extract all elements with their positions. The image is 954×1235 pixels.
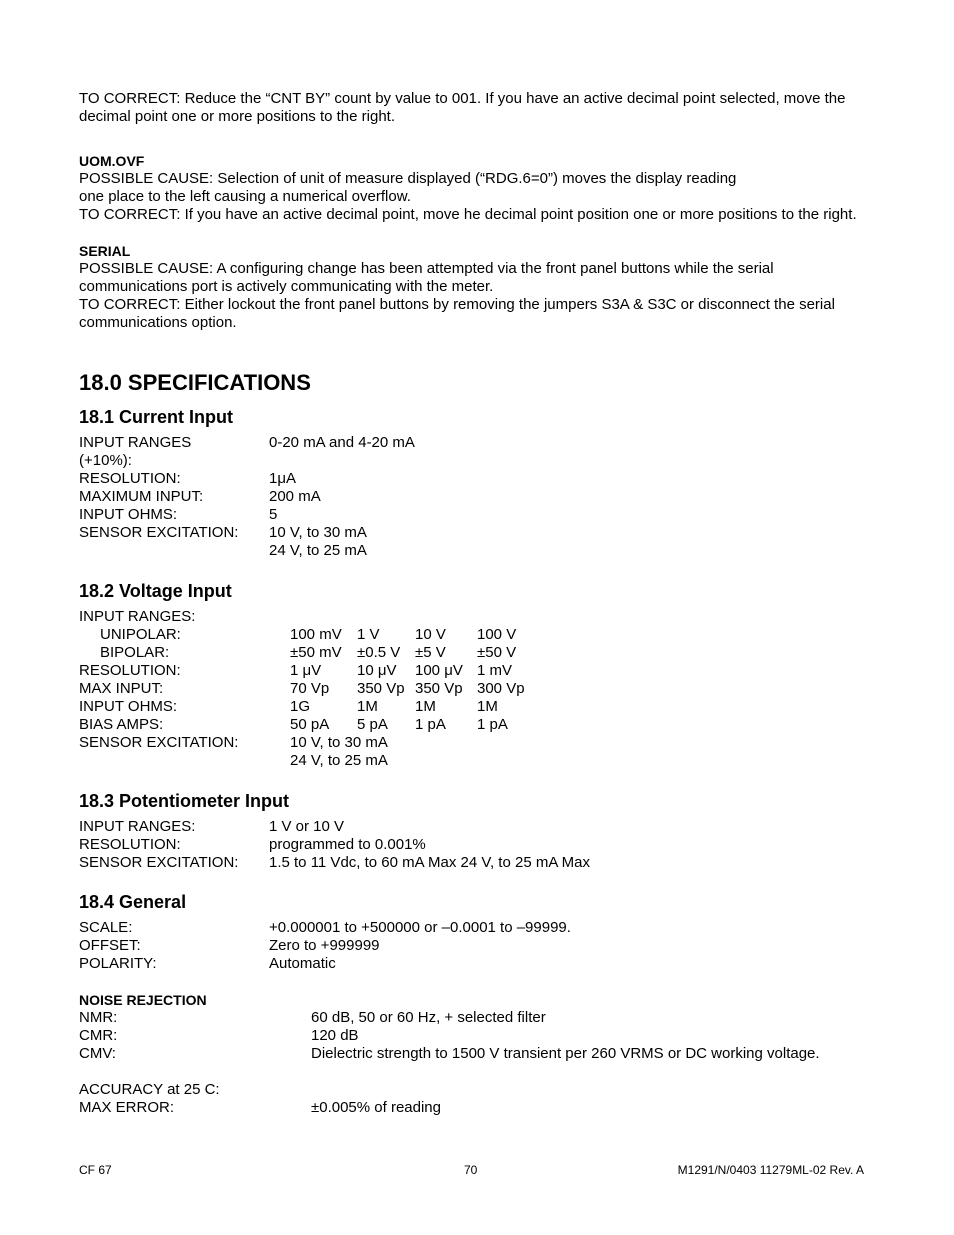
table-row (79, 488, 415, 506)
table-row (79, 1099, 441, 1117)
table-row (79, 524, 415, 542)
spec-key: POLARITY: (79, 955, 157, 972)
spec-key: MAXIMUM INPUT: (79, 488, 204, 505)
table-row (79, 734, 525, 752)
accuracy-table (79, 1099, 441, 1117)
table-row (79, 644, 525, 662)
spec-title: 18.0 SPECIFICATIONS (79, 370, 311, 395)
table-row (79, 626, 525, 644)
table-row (79, 716, 525, 734)
table-row (79, 955, 571, 973)
table-row (79, 662, 525, 680)
spec-cell: 1 mV (477, 662, 513, 679)
page-content (79, 90, 879, 1117)
spec-cell: 300 Vp (477, 680, 525, 697)
spec-cell: 10 μV (357, 662, 397, 679)
accuracy-label: ACCURACY at 25 C: (79, 1081, 220, 1098)
current-heading: 18.1 Current Input (79, 407, 234, 427)
spec-value: programmed to 0.001% (269, 836, 426, 853)
pot-heading: 18.3 Potentiometer Input (79, 791, 290, 811)
spec-key: MAX INPUT: (79, 680, 164, 697)
footer-left: CF 67 (79, 1163, 112, 1177)
uom-correct: TO CORRECT: If you have an active decimal point, move he decimal point position one or more positions to the right. (79, 206, 857, 223)
spec-key: MAX ERROR: (79, 1099, 175, 1116)
spec-cell: 100 μV (415, 662, 463, 679)
uom-cause-line-1: POSSIBLE CAUSE: Selection of unit of measure displayed (“RDG.6=0”) moves the display reading (79, 170, 737, 187)
spec-cell: ±50 V (477, 644, 517, 661)
spec-value: Dielectric strength to 1500 V transient per 260 VRMS or DC working voltage. (311, 1045, 820, 1062)
spec-key: OFFSET: (79, 937, 141, 954)
uom-heading: UOM.OVF (79, 153, 145, 169)
table-row (79, 506, 415, 524)
spec-cell: 1G (290, 698, 311, 715)
table-row (79, 698, 525, 716)
spec-cell: 10 V (415, 626, 446, 643)
spec-value: 24 V, to 25 mA (290, 752, 388, 769)
spec-key: RESOLUTION: (79, 470, 181, 487)
spec-cell: 1M (415, 698, 436, 715)
spec-value: 1.5 to 11 Vdc, to 60 mA Max 24 V, to 25 mA Max (269, 854, 591, 871)
spec-value: +0.000001 to +500000 or –0.0001 to –99999. (269, 919, 571, 936)
spec-cell: 1M (477, 698, 498, 715)
spec-cell: 5 pA (357, 716, 388, 733)
spec-key: INPUT RANGES (79, 434, 192, 451)
spec-cell: 1 pA (415, 716, 446, 733)
spec-value: 0-20 mA and 4-20 mA (269, 434, 415, 451)
spec-key: (+10%): (79, 452, 132, 469)
table-row (79, 1045, 820, 1063)
current-table (79, 434, 415, 560)
pot-table (79, 818, 590, 872)
spec-cell: 1 μV (290, 662, 322, 679)
table-row (79, 470, 415, 488)
spec-cell: 1 V (357, 626, 380, 643)
spec-key: UNIPOLAR: (100, 626, 181, 643)
spec-key: CMR: (79, 1027, 118, 1044)
spec-cell: 1M (357, 698, 378, 715)
spec-value: 200 mA (269, 488, 321, 505)
table-row (79, 434, 415, 452)
spec-cell: 350 Vp (357, 680, 405, 697)
spec-key: SENSOR EXCITATION: (79, 734, 239, 751)
footer-right: M1291/N/0403 11279ML-02 Rev. A (677, 1163, 864, 1177)
spec-value: 5 (269, 506, 278, 523)
table-row (79, 452, 415, 470)
spec-key: CMV: (79, 1045, 116, 1062)
voltage-table (79, 608, 525, 770)
spec-key (79, 542, 269, 560)
serial-cause: POSSIBLE CAUSE: A configuring change has been attempted via the front panel buttons while the serial communications port is actively communicating with the meter. (79, 260, 774, 295)
spec-key: SCALE: (79, 919, 133, 936)
spec-value (269, 452, 415, 470)
general-table (79, 919, 571, 973)
spec-value: 60 dB, 50 or 60 Hz, + selected filter (311, 1009, 546, 1026)
spec-cell: ±5 V (415, 644, 446, 661)
spec-cell: 100 V (477, 626, 517, 643)
table-row (79, 836, 590, 854)
noise-heading: NOISE REJECTION (79, 992, 207, 1008)
uom-cause-line-2: one place to the left causing a numerical overflow. (79, 188, 411, 205)
table-row (79, 752, 525, 770)
table-row (79, 1027, 820, 1045)
spec-value: Automatic (269, 955, 336, 972)
spec-value: 10 V, to 30 mA (290, 734, 388, 751)
spec-key: INPUT RANGES: (79, 818, 196, 835)
table-row (79, 919, 571, 937)
serial-heading: SERIAL (79, 243, 131, 259)
table-row (79, 1009, 820, 1027)
table-row (79, 854, 590, 872)
correct-text-1: TO CORRECT: Reduce the “CNT BY” count by value to 001. If you have an active decimal point selected, move the decimal point one or more positions to the right. (79, 90, 846, 125)
general-heading: 18.4 General (79, 892, 187, 912)
spec-cell: 50 pA (290, 716, 330, 733)
spec-key: RESOLUTION: (79, 836, 181, 853)
table-row (79, 608, 525, 626)
spec-key: RESOLUTION: (79, 662, 181, 679)
spec-cell: 100 mV (290, 626, 342, 643)
spec-cell: 1 pA (477, 716, 508, 733)
spec-value: 10 V, to 30 mA (269, 524, 367, 541)
spec-value: Zero to +999999 (269, 937, 380, 954)
spec-cell: ±0.5 V (357, 644, 401, 661)
spec-value: 1μA (269, 470, 296, 487)
spec-key: BIPOLAR: (100, 644, 170, 661)
spec-key: INPUT OHMS: (79, 506, 178, 523)
spec-key: SENSOR EXCITATION: (79, 524, 239, 541)
table-row (79, 680, 525, 698)
spec-key: INPUT RANGES: (79, 608, 196, 625)
spec-value: 120 dB (311, 1027, 359, 1044)
spec-key: BIAS AMPS: (79, 716, 164, 733)
table-row (79, 542, 415, 560)
noise-table (79, 1009, 820, 1063)
table-row (79, 937, 571, 955)
spec-cell: 350 Vp (415, 680, 463, 697)
page-number: 70 (464, 1163, 478, 1177)
spec-cell: ±50 mV (290, 644, 342, 661)
spec-value: ±0.005% of reading (311, 1099, 441, 1116)
spec-key: NMR: (79, 1009, 118, 1026)
spec-key: INPUT OHMS: (79, 698, 178, 715)
table-row (79, 818, 590, 836)
spec-value: 24 V, to 25 mA (269, 542, 367, 559)
spec-cell: 70 Vp (290, 680, 330, 697)
serial-correct: TO CORRECT: Either lockout the front panel buttons by removing the jumpers S3A & S3C or disconnect the serial communications option. (79, 296, 835, 331)
voltage-heading: 18.2 Voltage Input (79, 581, 232, 601)
spec-value: 1 V or 10 V (269, 818, 345, 835)
spec-key: SENSOR EXCITATION: (79, 854, 239, 871)
